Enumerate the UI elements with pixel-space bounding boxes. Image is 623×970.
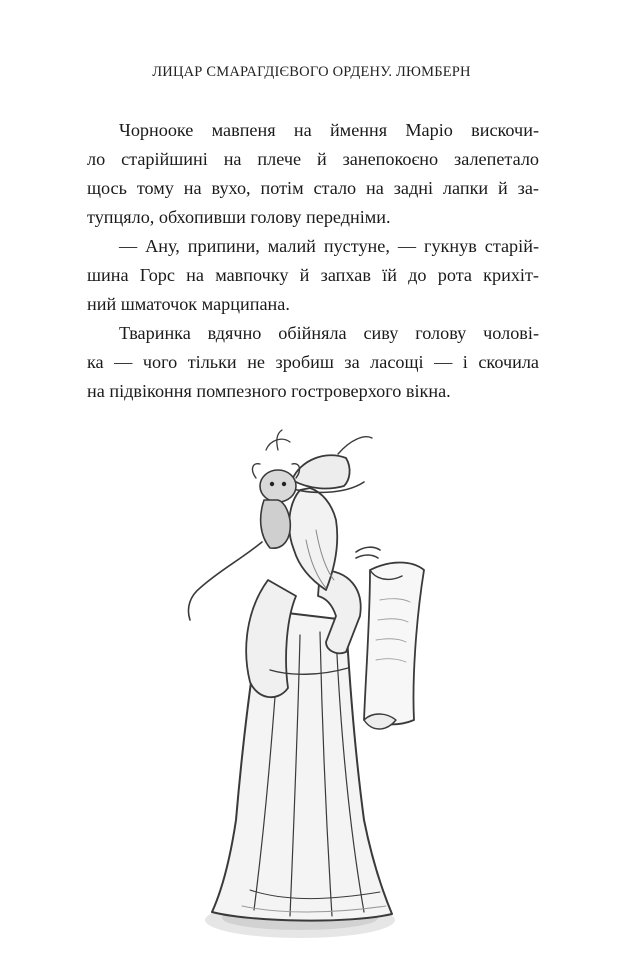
text-line: Чорнооке мавпеня на ймення Маріо вискочи-: [119, 120, 539, 140]
text-line: щось тому на вухо, потім стало на задні лапки й за-: [87, 178, 539, 198]
paragraph-1: [87, 116, 539, 232]
text-line: ка — чого тільки не зробиш за ласощі — і скочила: [87, 352, 539, 372]
text-line: на підвіконня помпезного гостроверхого вікна.: [87, 381, 451, 401]
text-line: шина Горс на мавпочку й запхав їй до рота крихіт-: [87, 265, 539, 285]
paragraph-2: [87, 232, 539, 319]
text-line: тупцяло, обхопивши голову передніми.: [87, 207, 391, 227]
body-text: [87, 116, 539, 406]
text-line: — Ану, припини, малий пустуне, — гукнув старій-: [119, 236, 539, 256]
elder-with-monkey-and-scroll-illustration: [150, 420, 490, 945]
text-line: ний шматочок марципана.: [87, 294, 290, 314]
text-line: Тваринка вдячно обійняла сиву голову чолові-: [119, 323, 539, 343]
paragraph-3: [87, 319, 539, 406]
running-title: ЛИЦАР СМАРАГДІЄВОГО ОРДЕНУ. ЛЮМБЕРН: [152, 64, 471, 80]
text-line: ло старійшині на плече й занепокоєно залепетало: [87, 149, 539, 169]
